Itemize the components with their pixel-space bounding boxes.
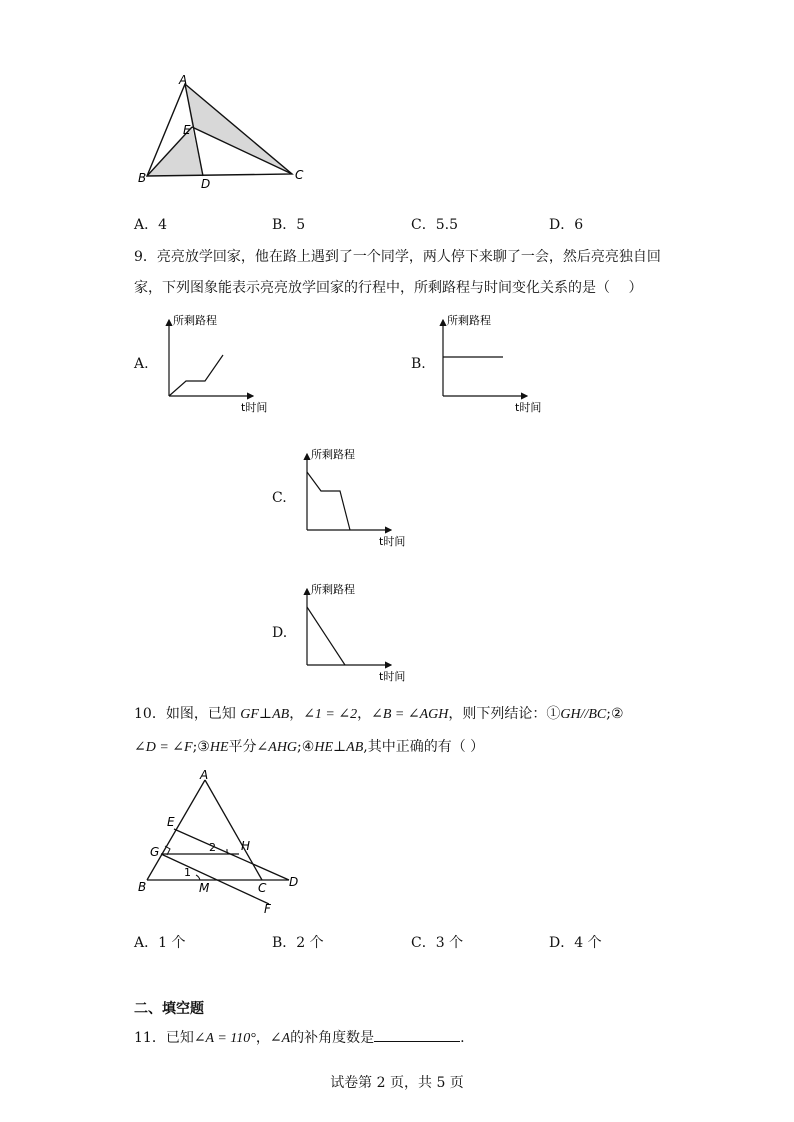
q10-geometry-figure: [134, 766, 314, 916]
q8-option-b[interactable]: B．5: [272, 217, 306, 233]
label-F: F: [264, 902, 271, 916]
q10-text-line1: [134, 703, 624, 723]
q9-graph-d: [296, 577, 416, 687]
q9-graph-d-label[interactable]: D.: [272, 625, 288, 641]
graph-a-x-label: t时间: [241, 401, 268, 414]
q9-graph-c: [296, 442, 416, 552]
graph-b-x-label: t时间: [515, 401, 542, 414]
graph-b-y-label: 所剩路程: [447, 314, 491, 327]
label-B: B: [138, 171, 147, 185]
label-D: D: [201, 177, 211, 191]
q10-l1-sep2: ，: [357, 706, 372, 722]
q10-l1-sep1: ，: [289, 706, 304, 722]
q9-graph-a: [158, 308, 278, 418]
q8-option-d[interactable]: D．6: [549, 217, 584, 233]
graph-d-y-label: 所剩路程: [311, 583, 355, 596]
q11-math2: ∠A: [269, 1031, 291, 1046]
q8-triangle-figure: [134, 72, 314, 192]
q11-prefix: 11．已知: [134, 1030, 194, 1046]
graph-c-y-label: 所剩路程: [311, 448, 355, 461]
graph-a-y-label: 所剩路程: [173, 314, 217, 327]
q9-graph-b: [432, 308, 552, 418]
q10-l1-math2: ∠1 = ∠2: [303, 707, 358, 722]
label-D: D: [289, 875, 299, 889]
q10-option-a[interactable]: A．1 个: [134, 935, 186, 951]
page-footer: 试卷第 2 页，共 5 页: [330, 1075, 464, 1091]
q10-option-d[interactable]: D．4 个: [549, 935, 602, 951]
label-E: E: [167, 815, 175, 829]
q10-l1-tail: ;②: [606, 706, 624, 722]
label-C: C: [258, 881, 267, 895]
label-H: H: [241, 839, 251, 853]
q10-text-line2: [134, 736, 484, 756]
q9-text-line1: 9．亮亮放学回家，他在路上遇到了一个同学，两人停下来聊了一会，然后亮亮独自回: [134, 249, 661, 265]
q11-suffix: 的补角度数是: [290, 1030, 375, 1046]
label-B: B: [138, 880, 147, 894]
graph-c-x-label: t时间: [379, 535, 406, 548]
q10-l1-math4: GH//BC: [560, 707, 607, 722]
q8-option-c[interactable]: C．5.5: [411, 217, 458, 233]
label-angle-2: 2: [209, 841, 216, 854]
q10-l2-part2: 平分: [228, 739, 257, 755]
q9-graph-c-label[interactable]: C.: [272, 490, 287, 506]
q9-graph-b-label[interactable]: B.: [411, 356, 426, 372]
q10-l1-mid: ，则下列结论：①: [448, 706, 561, 722]
q11-mid: ，: [255, 1030, 270, 1046]
label-M: M: [199, 881, 210, 895]
q10-l2-part1: ;③: [192, 739, 210, 755]
q10-l2-math1: ∠D = ∠F: [134, 740, 193, 755]
q10-l2-math3: ∠AHG: [256, 740, 298, 755]
q10-l2-math4: HE⊥AB: [314, 740, 364, 755]
q10-option-b[interactable]: B．2 个: [272, 935, 324, 951]
q11-answer-blank[interactable]: [374, 1029, 460, 1042]
q10-l1-math3: ∠B = ∠AGH: [371, 707, 449, 722]
label-angle-1: 1: [184, 866, 191, 879]
graph-d-x-label: t时间: [379, 670, 406, 683]
q10-l2-part4: ,其中正确的有（ ）: [363, 739, 485, 755]
q11-text: [134, 1027, 465, 1047]
label-A: A: [179, 73, 188, 87]
q10-l2-part3: ;④: [297, 739, 315, 755]
q11-math1: ∠A = 110°: [193, 1031, 256, 1046]
q9-text-line2: 家，下列图象能表示亮亮放学回家的行程中，所剩路程与时间变化关系的是（ ）: [134, 280, 643, 296]
section-title: 二、填空题: [134, 1001, 204, 1017]
q8-option-a[interactable]: A．4: [134, 217, 168, 233]
q10-l1-prefix: 10．如图，已知: [134, 706, 241, 722]
label-G: G: [150, 845, 160, 859]
q10-option-c[interactable]: C．3 个: [411, 935, 464, 951]
q10-l2-math2: HE: [209, 740, 229, 755]
q11-end: .: [460, 1030, 465, 1046]
label-A: A: [200, 768, 209, 782]
label-C: C: [295, 168, 304, 182]
label-E: E: [183, 123, 191, 137]
q10-l1-math1: GF⊥AB: [240, 707, 290, 722]
q9-graph-a-label[interactable]: A.: [134, 356, 149, 372]
